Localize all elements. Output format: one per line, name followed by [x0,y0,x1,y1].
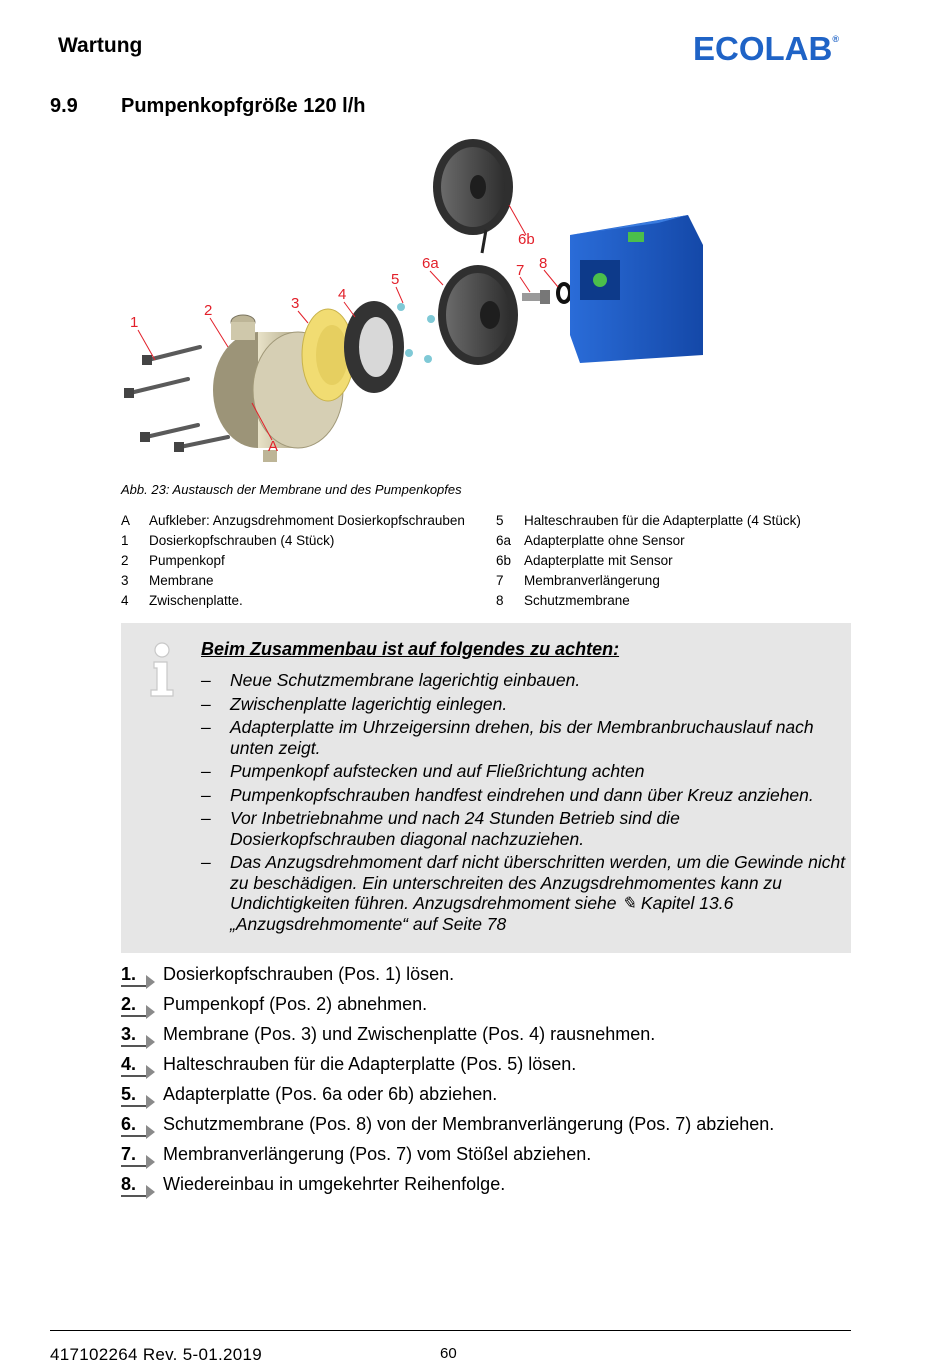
callout-6a: 6a [422,255,439,272]
step-item [121,993,774,1023]
callout-A: A [268,438,279,455]
legend-key: 3 [121,573,129,588]
membrane-extension [522,290,550,304]
legend-item [496,551,801,571]
header-section-title: Wartung [58,34,143,57]
legend-text: Dosierkopfschrauben (4 Stück) [149,533,335,548]
step-arrow-icon [146,1065,155,1079]
legend-key: 2 [121,553,129,568]
note-item [201,808,846,849]
page-number: 60 [440,1345,457,1362]
pump-body [570,215,703,363]
ecolab-logo [693,30,839,68]
note-item-text: Neue Schutzmembrane lagerichtig einbauen. [230,670,581,690]
legend-item [496,511,801,531]
step-number: 6. [121,1113,159,1135]
legend-column-left [121,511,465,611]
step-text: Membrane (Pos. 3) und Zwischenplatte (Pos. 4) rausnehmen. [163,1024,656,1044]
note-item [201,852,846,934]
note-list [201,670,846,937]
callout-5: 5 [391,271,400,288]
note-item [201,694,846,715]
legend-item [121,591,465,611]
note-item [201,717,846,758]
legend-key: A [121,513,131,528]
step-number: 8. [121,1173,159,1195]
dash-bullet: – [201,784,211,805]
footer-document-number: 417102264 Rev. 5-01.2019 [50,1345,262,1364]
note-heading: Beim Zusammenbau ist auf folgendes zu achten: [201,639,620,659]
legend-text: Schutzmembrane [524,593,630,608]
legend-key: 4 [121,593,129,608]
adapter-plate-with-sensor [433,139,513,253]
step-number: 1. [121,963,159,985]
logo-text: ECOLAB [693,30,833,67]
legend-key: 1 [121,533,129,548]
callout-8: 8 [539,255,548,272]
note-item [201,761,846,782]
legend-text: Halteschrauben für die Adapterplatte (4 Stück) [524,513,801,528]
note-item-text: Zwischenplatte lagerichtig einlegen. [230,693,508,714]
step-arrow-icon [146,1005,155,1019]
callout-3: 3 [291,295,300,312]
step-number: 5. [121,1083,159,1105]
callout-1: 1 [130,314,139,331]
dash-bullet: – [201,808,211,828]
note-item-text: Adapterplatte im Uhrzeigersinn drehen, bis der Membranbruchauslauf nach unten zeigt. [230,717,814,758]
legend-key: 8 [496,593,504,608]
legend-key: 6b [496,553,512,568]
legend-item [496,591,801,611]
step-item [121,963,774,993]
legend-key: 7 [496,573,504,588]
callout-4: 4 [338,286,347,303]
step-item [121,1053,774,1083]
step-number: 3. [121,1023,159,1045]
section-title: Pumpenkopfgröße 120 l/h [121,95,366,117]
legend-item [121,571,465,591]
step-arrow-icon [146,975,155,989]
legend-text: Aufkleber: Anzugsdrehmoment Dosierkopfschrauben [149,513,465,528]
dash-bullet: – [201,693,211,714]
note-item [201,785,846,806]
step-text: Dosierkopfschrauben (Pos. 1) lösen. [163,964,455,984]
section-number: 9.9 [50,95,78,117]
exploded-view-figure [118,135,718,470]
step-item [121,1173,774,1203]
figure-caption: Abb. 23: Austausch der Membrane und des Pumpenkopfes [121,482,462,497]
step-item [121,1143,774,1173]
step-arrow-icon [146,1185,155,1199]
dash-bullet: – [201,717,211,737]
step-number: 7. [121,1143,159,1165]
step-arrow-icon [146,1125,155,1139]
dash-bullet: – [201,670,211,690]
legend-item [496,571,801,591]
assembly-note-box [121,623,851,953]
step-text: Schutzmembrane (Pos. 8) von der Membranverlängerung (Pos. 7) abziehen. [163,1114,775,1134]
legend-item [121,531,465,551]
legend-item [121,511,465,531]
step-arrow-icon [146,1035,155,1049]
step-text: Wiedereinbau in umgekehrter Reihenfolge. [163,1174,506,1194]
legend-text: Membranverlängerung [524,573,660,588]
legend-key: 5 [496,513,504,528]
footer-divider [50,1330,851,1331]
step-text: Adapterplatte (Pos. 6a oder 6b) abziehen. [163,1084,498,1104]
callout-2: 2 [204,302,213,319]
legend-column-right [496,511,801,611]
step-text: Pumpenkopf (Pos. 2) abnehmen. [163,994,428,1014]
legend-text: Membrane [149,573,214,588]
legend-key: 6a [496,533,512,548]
legend-item [496,531,801,551]
legend-text: Zwischenplatte. [149,593,243,608]
legend-text: Adapterplatte mit Sensor [524,553,673,568]
note-item [201,670,846,691]
callout-6b: 6b [518,231,535,248]
legend-text: Adapterplatte ohne Sensor [524,533,685,548]
step-arrow-icon [146,1095,155,1109]
protective-membrane [558,284,570,302]
step-item [121,1113,774,1143]
info-icon [145,642,179,698]
dash-bullet: – [201,852,211,872]
note-item-text: Pumpenkopfschrauben handfest eindrehen und dann über Kreuz anziehen. [230,784,814,805]
note-item-text: Das Anzugsdrehmoment darf nicht überschritten werden, um die Gewinde nicht zu beschädigen. Ein unterschreiten des Anzugsdrehmomentes kann zu Undichtigkeiten führen. Anzugsdrehmoment siehe ✎ Kapitel 13.6 „Anzugsdrehmomente“ auf Seite 78 [230,852,846,934]
legend-text: Pumpenkopf [149,553,225,568]
callout-7: 7 [516,262,525,279]
step-item [121,1023,774,1053]
legend-item [121,551,465,571]
step-number: 4. [121,1053,159,1075]
dash-bullet: – [201,761,211,781]
step-arrow-icon [146,1155,155,1169]
procedure-steps [121,963,774,1203]
logo-registered-mark: ® [832,34,839,44]
step-number: 2. [121,993,159,1015]
note-item-text: Vor Inbetriebnahme und nach 24 Stunden Betrieb sind die Dosierkopfschrauben diagonal nachzuziehen. [230,808,680,849]
step-text: Membranverlängerung (Pos. 7) vom Stößel abziehen. [163,1144,592,1164]
adapter-plate-without-sensor [438,265,518,365]
step-item [121,1083,774,1113]
note-item-text: Pumpenkopf aufstecken und auf Fließrichtung achten [230,761,645,781]
step-text: Halteschrauben für die Adapterplatte (Pos. 5) lösen. [163,1054,577,1074]
